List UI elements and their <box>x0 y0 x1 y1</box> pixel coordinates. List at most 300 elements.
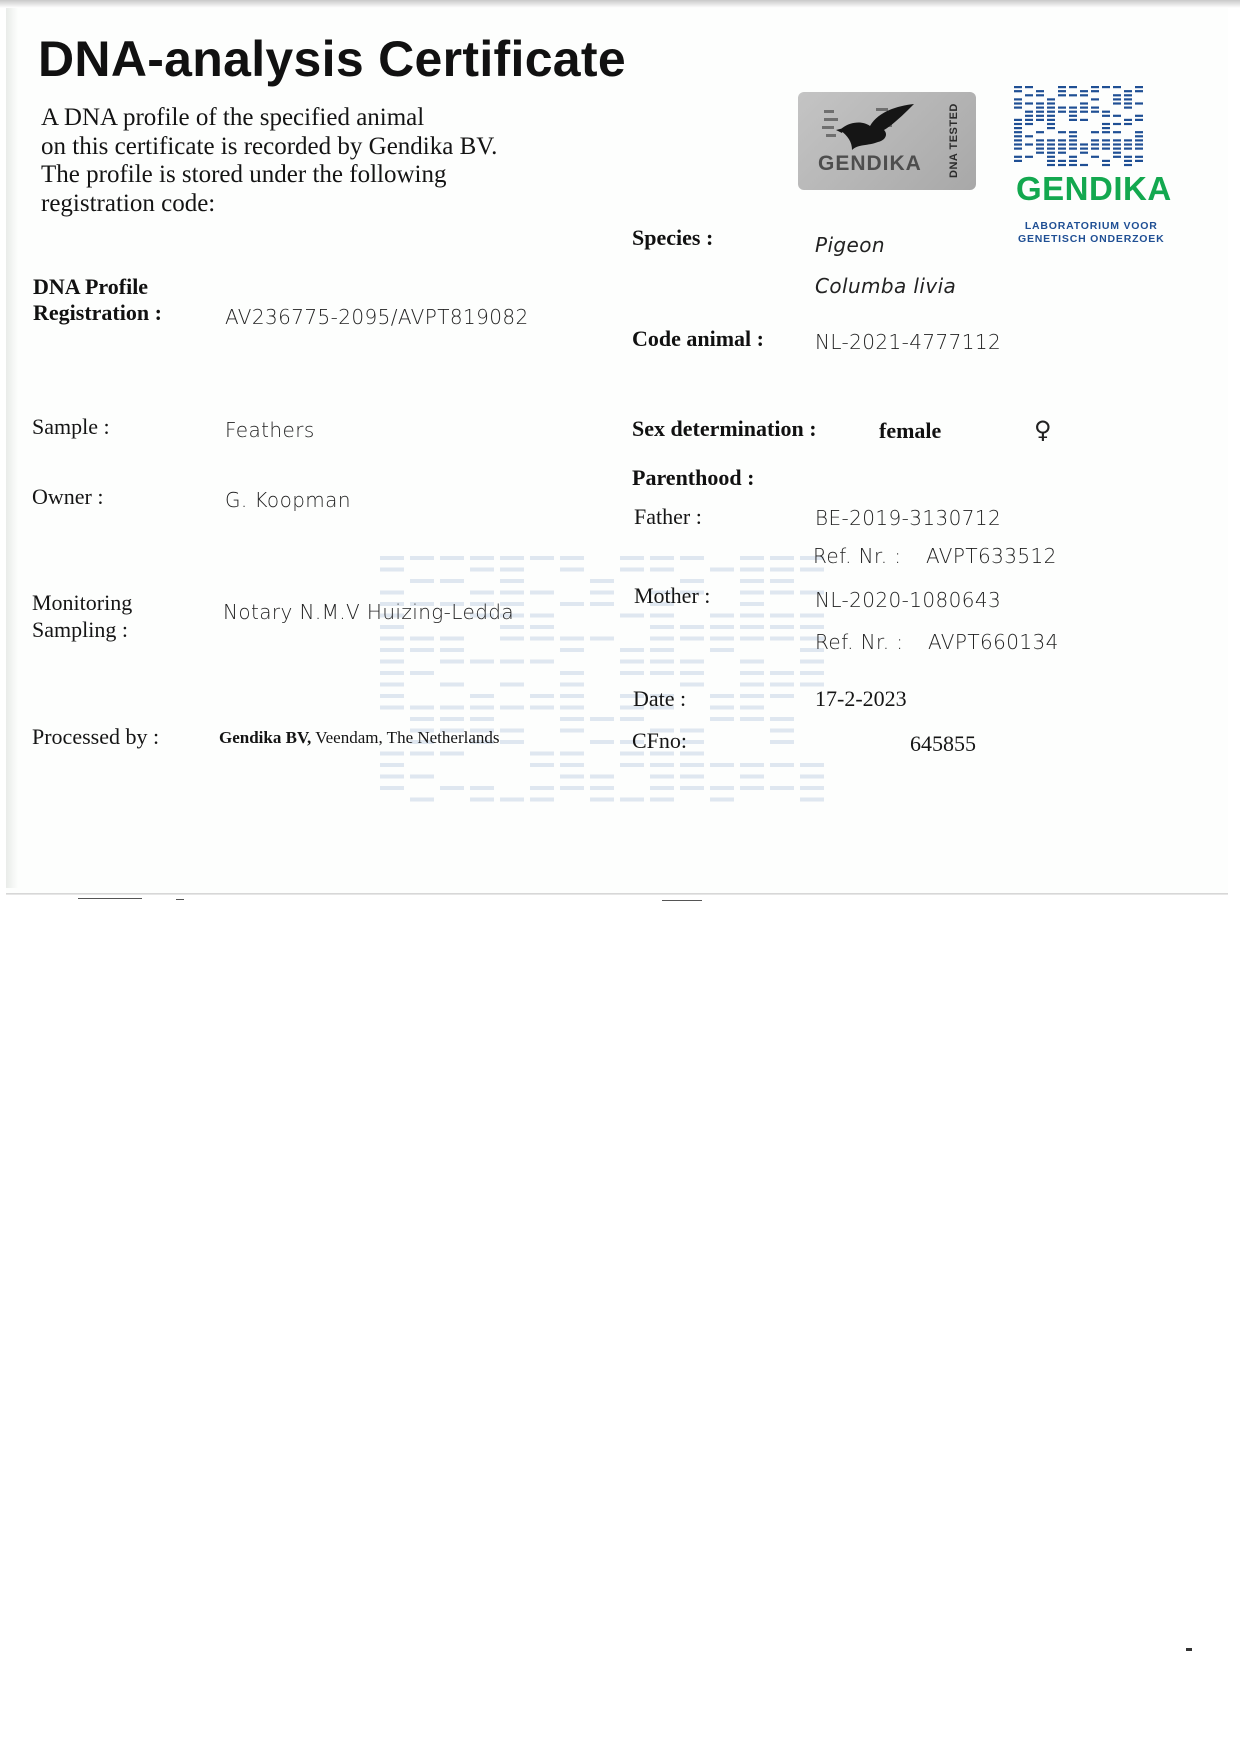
dna-band-mark <box>1069 160 1077 162</box>
dna-band-mark <box>560 602 584 606</box>
dna-band-mark <box>800 798 824 802</box>
dna-band-mark <box>1014 131 1022 133</box>
dna-band-mark <box>440 660 464 664</box>
gendika-logo-subtitle <box>1018 220 1164 246</box>
dna-band-mark <box>1069 107 1077 109</box>
dna-band-mark <box>1069 164 1077 166</box>
species-label: Species : <box>632 225 714 250</box>
dna-band-mark <box>590 637 614 641</box>
dna-band-mark <box>1025 94 1033 96</box>
dna-band-mark <box>1047 123 1055 125</box>
dna-band-mark <box>1080 148 1088 150</box>
dna-band-mark <box>680 775 704 779</box>
dna-band-mark <box>1135 102 1143 104</box>
dna-band-mark <box>740 614 764 618</box>
dna-band-mark <box>740 694 764 698</box>
dna-band-mark <box>1047 127 1055 129</box>
dna-band-mark <box>410 775 434 779</box>
dna-band-mark <box>1014 102 1022 104</box>
cfno-value: 645855 <box>910 731 976 756</box>
dna-band-mark <box>620 568 644 572</box>
dna-band-mark <box>1069 135 1077 137</box>
mother-ref-value: AVPT660134 <box>928 630 1059 654</box>
scan-left-shadow <box>6 8 18 888</box>
dna-band-mark <box>1135 119 1143 121</box>
dna-band-mark <box>470 694 494 698</box>
dna-band-mark <box>500 625 524 629</box>
dna-band-mark <box>1069 131 1077 133</box>
dna-band-mark <box>1124 139 1132 141</box>
registration-label-line: Registration : <box>33 300 162 325</box>
dna-band-mark <box>710 786 734 790</box>
dna-band-mark <box>560 694 584 698</box>
dna-band-mark <box>1135 90 1143 92</box>
dna-band-mark <box>680 625 704 629</box>
dna-band-mark <box>710 568 734 572</box>
dna-band-mark <box>770 591 794 595</box>
dna-band-mark <box>530 763 554 767</box>
dna-band-mark <box>530 556 554 560</box>
dna-band-mark <box>770 568 794 572</box>
dna-band-mark <box>650 625 674 629</box>
dna-band-mark <box>1102 123 1110 125</box>
dna-band-mark <box>1113 86 1121 88</box>
dna-band-mark <box>1058 139 1066 141</box>
dna-band-mark <box>1113 152 1121 154</box>
dna-band-mark <box>1025 143 1033 145</box>
dna-band-mark <box>800 614 824 618</box>
dna-band-mark <box>1113 94 1121 96</box>
dna-band-mark <box>380 671 404 675</box>
dna-band-mark <box>1124 123 1132 125</box>
dna-band-mark <box>1047 148 1055 150</box>
registration-label-line: DNA Profile <box>33 274 149 299</box>
dna-band-mark <box>710 717 734 721</box>
dna-band-mark <box>1124 119 1132 121</box>
dna-band-mark <box>1047 156 1055 158</box>
dna-band-mark <box>500 579 524 583</box>
gendika-watermark <box>380 556 840 816</box>
dna-band-mark <box>1135 160 1143 162</box>
dna-band-mark <box>380 568 404 572</box>
dna-band-mark <box>1025 135 1033 137</box>
dna-band-mark <box>380 786 404 790</box>
dna-band-mark <box>800 775 824 779</box>
dna-band-mark <box>1047 102 1055 104</box>
dna-band-mark <box>410 752 434 756</box>
dna-band-mark <box>710 648 734 652</box>
dna-band-mark <box>1124 107 1132 109</box>
dna-band-mark <box>1124 98 1132 100</box>
dna-band-mark <box>1025 86 1033 88</box>
father-label: Father : <box>634 504 702 529</box>
dna-band-mark <box>740 763 764 767</box>
dna-band-mark <box>530 637 554 641</box>
dna-band-mark <box>530 660 554 664</box>
dna-band-mark <box>1113 148 1121 150</box>
dna-band-mark <box>800 786 824 790</box>
dna-band-mark <box>1036 90 1044 92</box>
dna-band-mark <box>1113 139 1121 141</box>
cfno-label: CFno: <box>632 728 688 753</box>
dna-band-mark <box>740 602 764 606</box>
dna-band-mark <box>740 683 764 687</box>
dna-band-mark <box>590 579 614 583</box>
dna-band-mark <box>1069 86 1077 88</box>
dna-band-mark <box>1135 131 1143 133</box>
dna-band-mark <box>740 591 764 595</box>
dna-band-mark <box>1025 111 1033 113</box>
dna-band-mark <box>1047 119 1055 121</box>
dna-band-mark <box>1124 94 1132 96</box>
dna-band-mark <box>680 671 704 675</box>
mother-ref-label: Ref. Nr. : <box>815 630 904 654</box>
dna-band-mark <box>1047 98 1055 100</box>
dna-band-mark <box>560 556 584 560</box>
dna-band-mark <box>1058 148 1066 150</box>
dna-band-mark <box>1014 98 1022 100</box>
dna-band-mark <box>1102 127 1110 129</box>
code-animal-value: NL-2021-4777112 <box>815 330 1002 354</box>
dna-band-mark <box>740 775 764 779</box>
stamp-label: GENDIKA <box>818 152 922 175</box>
dna-band-mark <box>560 717 584 721</box>
dna-band-mark <box>1113 115 1121 117</box>
dna-band-mark <box>1036 119 1044 121</box>
dna-band-mark <box>770 556 794 560</box>
dna-band-mark <box>560 729 584 733</box>
dna-band-mark <box>650 786 674 790</box>
dna-band-mark <box>1124 164 1132 166</box>
dna-band-mark <box>1014 86 1022 88</box>
dna-band-mark <box>1124 90 1132 92</box>
dna-band-mark <box>590 602 614 606</box>
dna-band-mark <box>530 798 554 802</box>
dna-band-mark <box>380 683 404 687</box>
dna-band-mark <box>1047 164 1055 166</box>
dna-band-mark <box>440 752 464 756</box>
dna-band-mark <box>1080 152 1088 154</box>
dna-band-mark <box>1058 90 1066 92</box>
dna-band-mark <box>500 706 524 710</box>
dna-band-mark <box>560 786 584 790</box>
dna-band-mark <box>620 556 644 560</box>
dna-band-mark <box>1036 131 1044 133</box>
dna-band-mark <box>560 683 584 687</box>
processed-location: Veendam, The Netherlands <box>315 728 500 747</box>
monitoring-label-line: Sampling : <box>32 617 128 642</box>
owner-label: Owner : <box>32 484 104 509</box>
dna-band-mark <box>620 614 644 618</box>
dna-band-mark <box>740 568 764 572</box>
dna-band-mark <box>1047 107 1055 109</box>
intro-paragraph <box>41 104 601 218</box>
dna-band-mark <box>1036 111 1044 113</box>
dna-band-mark <box>710 763 734 767</box>
dna-band-mark <box>650 648 674 652</box>
dna-band-mark <box>1124 148 1132 150</box>
registration-label <box>33 274 162 326</box>
dna-band-mark <box>470 568 494 572</box>
dna-band-mark <box>1113 143 1121 145</box>
dna-band-mark <box>710 706 734 710</box>
dna-band-mark <box>770 625 794 629</box>
dna-band-mark <box>680 556 704 560</box>
intro-line: The profile is stored under the following <box>41 161 447 188</box>
dna-band-mark <box>1091 156 1099 158</box>
dna-band-mark <box>770 717 794 721</box>
dna-band-mark <box>560 637 584 641</box>
sample-label: Sample : <box>32 414 110 439</box>
dna-band-mark <box>1014 90 1022 92</box>
dna-band-mark <box>530 614 554 618</box>
dna-band-mark <box>740 579 764 583</box>
dna-band-mark <box>770 763 794 767</box>
dna-band-mark <box>1102 115 1110 117</box>
code-animal-label: Code animal : <box>632 326 764 351</box>
dna-band-mark <box>1091 90 1099 92</box>
dna-band-mark <box>410 648 434 652</box>
dna-band-mark <box>1113 131 1121 133</box>
dna-band-mark <box>1080 143 1088 145</box>
dna-band-mark <box>560 671 584 675</box>
dna-band-mark <box>1135 148 1143 150</box>
dna-band-mark <box>1091 107 1099 109</box>
dna-band-mark <box>1025 119 1033 121</box>
dna-band-mark <box>680 763 704 767</box>
dna-band-mark <box>1047 160 1055 162</box>
dna-band-mark <box>1124 156 1132 158</box>
dna-band-mark <box>650 637 674 641</box>
dna-band-mark <box>1014 160 1022 162</box>
dna-band-mark <box>680 637 704 641</box>
dna-band-mark <box>590 775 614 779</box>
dna-band-mark <box>1069 143 1077 145</box>
dna-band-mark <box>800 625 824 629</box>
dna-band-mark <box>380 660 404 664</box>
dna-band-mark <box>1047 111 1055 113</box>
dna-band-mark <box>380 694 404 698</box>
dna-band-mark <box>560 648 584 652</box>
dna-band-mark <box>440 579 464 583</box>
dna-band-mark <box>380 648 404 652</box>
father-ref-label: Ref. Nr. : <box>813 544 902 568</box>
dna-band-mark <box>1014 119 1022 121</box>
dna-band-mark <box>1036 152 1044 154</box>
dna-band-mark <box>1102 143 1110 145</box>
dna-band-mark <box>620 648 644 652</box>
dna-band-mark <box>620 717 644 721</box>
monitoring-label-line: Monitoring <box>32 590 133 615</box>
dna-band-mark <box>1036 115 1044 117</box>
dna-band-mark <box>1080 111 1088 113</box>
dna-band-mark <box>1069 119 1077 121</box>
mother-label: Mother : <box>634 583 711 608</box>
dna-band-mark <box>680 660 704 664</box>
dna-band-mark <box>440 648 464 652</box>
dna-band-mark <box>410 579 434 583</box>
dna-band-mark <box>590 740 614 744</box>
dna-band-mark <box>1135 86 1143 88</box>
dna-band-mark <box>1102 139 1110 141</box>
dna-band-mark <box>440 637 464 641</box>
dna-band-mark <box>650 614 674 618</box>
logo-subtitle-line: LABORATORIUM VOOR <box>1024 220 1158 232</box>
dna-band-mark <box>560 752 584 756</box>
dna-band-mark <box>1014 123 1022 125</box>
certificate-title: DNA-analysis Certificate <box>38 31 626 87</box>
scan-mark <box>176 899 184 900</box>
sample-value: Feathers <box>225 418 315 442</box>
dna-band-mark <box>1091 143 1099 145</box>
dna-band-mark <box>500 729 524 733</box>
dna-band-mark <box>740 717 764 721</box>
dna-band-mark <box>380 591 404 595</box>
dna-band-mark <box>1102 131 1110 133</box>
scan-mark <box>1186 1648 1192 1651</box>
monitoring-label <box>32 589 132 643</box>
dna-band-mark <box>1058 160 1066 162</box>
dna-band-mark <box>500 591 524 595</box>
dna-band-mark <box>1036 94 1044 96</box>
dna-band-mark <box>740 671 764 675</box>
dna-band-mark <box>380 556 404 560</box>
dna-band-mark <box>1058 94 1066 96</box>
dna-band-mark <box>530 786 554 790</box>
dna-band-mark <box>1135 139 1143 141</box>
dna-band-mark <box>1014 148 1022 150</box>
dna-band-mark <box>1080 90 1088 92</box>
dna-band-mark <box>650 798 674 802</box>
dna-band-mark <box>530 752 554 756</box>
pigeon-icon <box>818 100 928 158</box>
dna-band-mark <box>1047 152 1055 154</box>
dna-band-mark <box>1135 135 1143 137</box>
dna-band-mark <box>650 763 674 767</box>
dna-band-mark <box>770 694 794 698</box>
intro-line: A DNA profile of the specified animal <box>41 104 425 131</box>
dna-band-mark <box>410 706 434 710</box>
dna-band-mark <box>1025 156 1033 158</box>
father-value: BE-2019-3130712 <box>815 506 1002 530</box>
dna-band-mark <box>410 556 434 560</box>
dna-band-mark <box>710 637 734 641</box>
dna-band-mark <box>1069 148 1077 150</box>
intro-line: on this certificate is recorded by Gendika BV. <box>41 132 498 160</box>
dna-band-mark <box>770 729 794 733</box>
dna-band-mark <box>1102 111 1110 113</box>
dna-band-mark <box>770 683 794 687</box>
dna-band-mark <box>470 591 494 595</box>
dna-band-mark <box>1014 127 1022 129</box>
stamp-side-label: DNA TESTED <box>948 103 960 179</box>
dna-band-mark <box>740 706 764 710</box>
dna-band-mark <box>410 798 434 802</box>
sex-determination-label: Sex determination : <box>632 416 817 441</box>
dna-band-mark <box>1135 156 1143 158</box>
dna-band-mark <box>620 798 644 802</box>
dna-band-mark <box>470 717 494 721</box>
dna-band-mark <box>1080 164 1088 166</box>
dna-band-mark <box>1014 107 1022 109</box>
dna-band-mark <box>1047 143 1055 145</box>
dna-band-mark <box>1014 139 1022 141</box>
dna-band-mark <box>560 568 584 572</box>
intro-line: registration code: <box>41 189 216 217</box>
dna-band-mark <box>1102 160 1110 162</box>
dna-band-mark <box>470 660 494 664</box>
dna-band-mark <box>590 717 614 721</box>
dna-band-mark <box>1135 143 1143 145</box>
dna-band-mark <box>1069 156 1077 158</box>
dna-band-mark <box>650 660 674 664</box>
dna-band-mark <box>560 775 584 779</box>
dna-band-mark <box>590 591 614 595</box>
dna-band-mark <box>1014 135 1022 137</box>
dna-band-mark <box>500 556 524 560</box>
dna-band-mark <box>770 740 794 744</box>
dna-band-mark <box>380 763 404 767</box>
dna-band-mark <box>1069 115 1077 117</box>
dna-band-mark <box>1124 143 1132 145</box>
dna-band-mark <box>1069 111 1077 113</box>
dna-band-mark <box>470 798 494 802</box>
dna-band-mark <box>1091 111 1099 113</box>
dna-band-mark <box>800 763 824 767</box>
dna-band-mark <box>740 786 764 790</box>
dna-band-mark <box>1102 148 1110 150</box>
dna-band-mark <box>800 660 824 664</box>
dna-band-mark <box>1014 143 1022 145</box>
mother-value: NL-2020-1080643 <box>815 588 1002 612</box>
dna-band-mark <box>800 671 824 675</box>
dna-band-mark <box>1036 102 1044 104</box>
dna-band-mark <box>560 763 584 767</box>
gendika-logo-mark <box>1014 86 1154 170</box>
dna-band-mark <box>380 637 404 641</box>
dna-band-mark <box>620 671 644 675</box>
scan-top-edge <box>0 0 1240 8</box>
dna-band-mark <box>410 717 434 721</box>
dna-band-mark <box>1025 123 1033 125</box>
dna-band-mark <box>1069 139 1077 141</box>
dna-band-mark <box>1135 115 1143 117</box>
registration-value: AV236775-2095/AVPT819082 <box>225 305 529 329</box>
dna-band-mark <box>500 683 524 687</box>
dna-band-mark <box>380 775 404 779</box>
processed-label: Processed by : <box>32 724 160 749</box>
gendika-logo-name: GENDIKA <box>1016 170 1172 207</box>
dna-band-mark <box>470 706 494 710</box>
dna-band-mark <box>620 763 644 767</box>
dna-band-mark <box>1102 164 1110 166</box>
dna-band-mark <box>1036 107 1044 109</box>
dna-band-mark <box>1058 111 1066 113</box>
dna-band-mark <box>440 706 464 710</box>
dna-band-mark <box>650 568 674 572</box>
dna-band-mark <box>770 614 794 618</box>
dna-band-mark <box>740 660 764 664</box>
dna-band-mark <box>1091 86 1099 88</box>
parenthood-label: Parenthood : <box>632 465 755 490</box>
dna-band-mark <box>470 556 494 560</box>
dna-band-mark <box>1025 115 1033 117</box>
dna-band-mark <box>1080 107 1088 109</box>
dna-band-mark <box>650 556 674 560</box>
dna-band-mark <box>500 740 524 744</box>
dna-band-mark <box>710 798 734 802</box>
species-latin-name: Columba livia <box>815 274 957 298</box>
